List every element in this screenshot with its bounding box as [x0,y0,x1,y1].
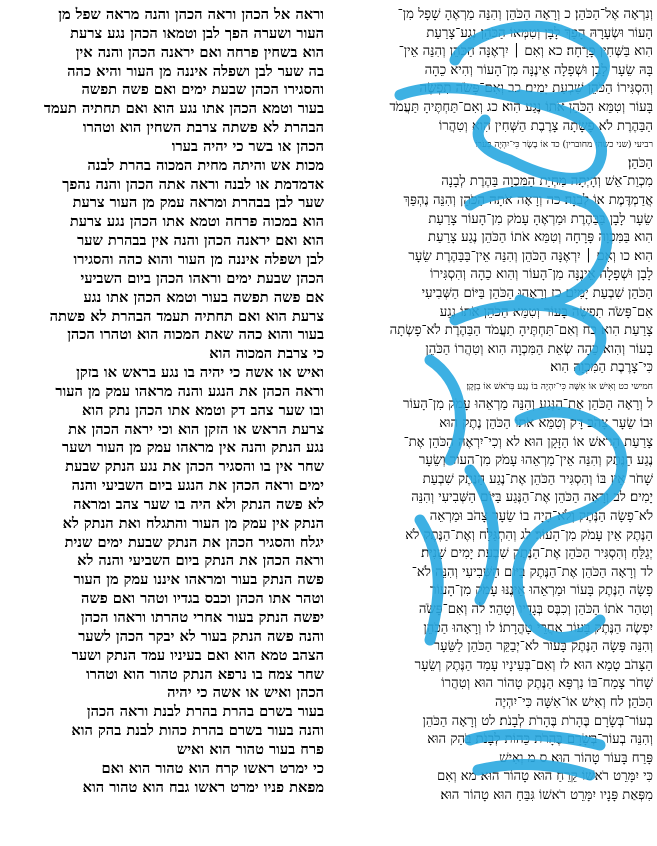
left-text-line: הכהן או בשר כי יהיה בערו [171,137,324,155]
left-text-line: נגע הנתק והנה אין מראהו עמק מן העור ושער [62,439,324,457]
left-text-line: מכות אש והיתה מחית המכוה בהרת לבנה [87,156,324,174]
right-text-line: פָשָׂה הַנֶּתֶק בָּעוֹר וּמַרְאֵהוּ אֵינֶנּוּ עָמֹק מִן־הָעוֹר [430,583,653,599]
right-text-line: בָּהּ שֵׂעָר לָבָן וּשְׁפָלָה אֵינֶנָּה מִן־הָעוֹר וְהִיא כֵהָה [424,62,653,78]
left-text-line: הבהרת לא פשתה צרבת השחין הוא וטהרו [82,119,324,137]
left-text-line: כי ימרט ראשו קרח הוא טהור הוא ואם [101,759,324,777]
right-text-line: ל וְרָאָה הַכֹּהֵן אֶת־הַנֶּגַע וְהִנֵּה מַרְאֵהוּ עָמֹק מִן־הָעוֹר [402,397,653,413]
left-text-line: בעור וטמא הכהן אתו נגע הוא ואם תחתיה תעמד [43,100,324,118]
left-column-unpointed [4,6,324,840]
right-text-line: הַכֹּהֵן׃ לח וְאִישׁ אוֹ־אִשָּׁה כִּי־יִהְיֶה [494,694,653,710]
left-text-line: לבן ושפלה איננה מן העור והוא כהה והסגירו [73,250,324,268]
left-text-line: הצהב טמא הוא ואם בעיניו עמד הנתק ושער [71,646,324,664]
left-text-line: יפשה הנתק בעור אחרי טהרתו וראהו הכהן [80,609,324,626]
left-text-line: שער לבן בבהרת ומראה עמק מן העור צרעת [72,194,324,212]
left-text-line: צרעת הוא ואם תחתיה תעמד הבהרת לא פשתה [49,307,324,325]
left-text-line: פרח בעור טהור הוא ואיש [176,740,324,758]
right-text-line: וְהִסְגִּירוֹ הַכֹּהֵן שִׁבְעַת יָמִים׃ כב וְאִם־פָּשֹׂה תִפְשֶׂה [419,81,653,97]
left-text-line: אדמדמת או לבנה וראה אתה הכהן והנה נהפך [62,175,324,193]
left-text-line: ימים וראה הכהן את הנגע ביום השביעי והנה [71,477,324,495]
right-text-line: הַצָּהֹב טָמֵא הוּא׃ לז וְאִם־בְּעֵינָיו עָמַד הַנֶּתֶק וְשֵׂעָר [414,657,653,673]
right-text-line: שָׁחֹר צָמַח־בּוֹ נִרְפָּא הַנֶּתֶק טָהוֹר הוּא וְטִהֲרוֹ [441,676,653,692]
right-text-line: נֶגַע הַנֶּתֶק וְהִנֵּה אֵין־מַרְאֵהוּ עָמֹק מִן־הָעוֹר וְשֵׂעָר [418,453,653,469]
right-text-line: פָּרַח בָּעוֹר טָהוֹר הוּא׃ ס מ וְאִישׁ [499,750,653,766]
left-text-line: ובו שער צהב דק וטמא אתו הכהן נתק הוא [82,401,324,419]
aliyah-heading: רביעי (שני כשהן מחוברין) כד אוֹ בָשָׂר כִּי־יִהְיֶה בְעֹרוֹ [475,140,653,151]
left-text-line: והנה בעור בשרם בהרת כהות לבנת בהק הוא [71,722,324,740]
left-text-line: הכהן ואיש או אשה כי יהיה [167,684,324,702]
left-text-line: הנתק אין עמק מן העור והתגלח ואת הנתק לא [62,514,324,532]
left-text-line: וראה אל הכהן וראה הכהן והנה מראה שפל מן [58,6,324,23]
right-text-line: הַכֹּהֵן שִׁבְעַת יָמִים׃ כז וְרָאָהוּ הַכֹּהֵן בַּיּוֹם הַשְּׁבִיעִי [421,285,653,301]
right-text-line: הִוא בַּשְּׁחִין פָּרָחָה׃ כא וְאִם ׀ יִרְאֶנָּה הַכֹּהֵן וְהִנֵּה אֵין־ [398,44,653,60]
right-text-line: מִפְּאַת פָּנָיו יִמָּרֵט רֹאשׁוֹ גִּבֵּחַ הוּא טָהוֹר הוּא׃ [440,787,653,803]
right-text-line: אֲדַמְדֶּמֶת אוֹ לְבָנָה׃ כה וְרָאָה אֹתָהּ הַכֹּהֵן וְהִנֵּה נֶהְפַּךְ [403,192,653,208]
left-text-line: ואיש או אשה כי יהיה בו נגע בראש או בזקן [76,364,324,382]
right-text-line: לֹא־פָשָׂה הַנֶּתֶק וְלֹא־הָיָה בוֹ שֵׂעָר צָהֹב וּמַרְאֵה [429,509,653,525]
left-text-line: צרעת הראש או הזקן הוא וכי יראה הכהן את [68,420,324,438]
right-column-pointed [340,6,653,840]
left-text-line: וטהר אתו הכהן וכבס בגדיו וטהר ואם פשה [81,590,324,608]
right-text-line: הַכֹּהֵן׃ [628,155,653,171]
right-text-line: אִם־פָּשֹׂה תִפְשֶׂה בָּעוֹר וְטִמֵּא הַכֹּהֵן אֹתוֹ נֶגַע [439,304,653,320]
left-text-line: הכהן שבעת ימים וראהו הכהן ביום השביעי [80,269,324,287]
left-text-line: וראה הכהן את הנתק ביום השביעי והנה לא [77,552,324,570]
right-text-line: כִּי־צָרֶבֶת הַמִּכְוָה הִוא׃ [550,360,653,376]
left-text-line: והסגירו הכהן שבעת ימים ואם פשה תפשה [81,81,324,99]
left-text-line: אם פשה תפשה בעור וטמא הכהן אתו נגע [83,288,324,306]
left-text-line: בעור בשרם בהרת בהרת לבנת וראה הכהן [86,703,324,721]
left-text-line: העור ושערה הפך לבן וטמאו הכהן נגע צרעת [70,24,324,42]
right-text-line: צָרַעַת הִוא׃ כח וְאִם־תַּחְתֶּיהָ תַעֲמֹד הַבַּהֶרֶת לֹא־פָשְׂתָה [389,323,653,339]
left-text-line: לא פשה הנתק ולא היה בו שער צהב ומראה [73,495,324,513]
left-text-line: יגלח והסגיר הכהן את הנתק שבעת ימים שנית [64,533,324,551]
aliyah-heading: חמישי כט וְאִישׁ אוֹ אִשָּׁה כִּי־יִהְיֶה בוֹ נָגַע בְּרֹאשׁ אוֹ בְזָקָן׃ [466,381,653,392]
right-text-line: וְנִרְאָה אֶל־הַכֹּהֵן׃ כ וְרָאָה הַכֹּהֵן וְהִנֵּה מַרְאֶהָ שָׁפָל מִן־ [397,7,653,22]
right-text-line: בָּעוֹר וְטִמֵּא הַכֹּהֵן אֹתוֹ נֶגַע הִוא׃ כג וְאִם־תַּחְתֶּיהָ תַּעֲמֹד [389,99,653,115]
right-text-line: בָעוֹר וְהִוא כֵהָה שְׂאֵת הַמִּכְוָה הִוא וְטִהֲרוֹ הַכֹּהֵן [425,341,653,357]
right-text-line: מִכְוַת־אֵשׁ וְהָיְתָה מִחְיַת הַמִּכְוָה בַּהֶרֶת לְבָנָה [441,174,653,190]
left-text-line: שחר אין בו והסגיר הכהן את נגע הנתק שבעת [65,458,324,476]
left-text-line: וראה הכהן את הנגע והנה מראהו עמק מן העור [55,382,324,400]
left-text-line: והנה פשה הנתק בעור לא יבקר הכהן לשער [78,627,324,645]
right-text-line: יָמִים׃ לב וְרָאָה הַכֹּהֵן אֶת־הַנֶּגַע בַּיּוֹם הַשְּׁבִיעִי וְהִנֵּה [411,490,653,506]
right-text-line: לד וְרָאָה הַכֹּהֵן אֶת־הַנֶּתֶק בַּיּוֹם הַשְּׁבִיעִי וְהִנֵּה לֹא־ [411,564,653,580]
right-text-line: וְהִנֵּה פָּשָׂה הַנֶּתֶק בָּעוֹר לֹא־יְבַקֵּר הַכֹּהֵן לַשֵּׂעָר [433,639,653,655]
right-text-line: צָרַעַת הָרֹאשׁ אוֹ הַזָּקָן הוּא׃ לא וְכִי־יִרְאֶה הַכֹּהֵן אֶת־ [403,434,653,450]
left-text-line: בה שער לבן ושפלה איננה מן העור והיא כהה [67,62,324,80]
left-text-line: כי צרבת המכוה הוא [209,345,324,363]
right-text-line: וְטִהַר אֹתוֹ הַכֹּהֵן וְכִבֶּס בְּגָדָיו וְטָהֵר׃ לה וְאִם־פָּשֹׂה [418,602,653,617]
right-text-line: שָׁחֹר אֵין בּוֹ וְהִסְגִּיר הַכֹּהֵן אֶת־נֶגַע הַנֶּתֶק שִׁבְעַת [422,471,653,487]
right-text-line: וְהִנֵּה בְעוֹר־בְּשָׂרָם בֶּהָרֹת כֵּהוֹת לְבָנֹת בֹּהַק הוּא [427,732,653,748]
left-text-line: פשה הנתק בעור ומראהו איננו עמק מן העור [73,571,324,589]
right-text-line: כִּי יִמָּרֵט רֹאשׁוֹ קֵרֵחַ הוּא טָהוֹר הוּא׃ מא וְאִם [437,769,653,785]
left-text-line: בעור והוא כהה שאת המכוה הוא וטהרו הכהן [67,326,324,344]
right-text-line: שֵׂעָר לָבָן בַּבַּהֶרֶת וּמַרְאֶהָ עָמֹק מִן־הָעוֹר צָרַעַת [428,211,653,227]
left-text-line: הוא במכוה פרחה וטמא אתו הכהן נגע צרעת [69,213,324,231]
right-text-line: יִפְשֶׂה הַנֶּתֶק בָּעוֹר אַחֲרֵי טָהֳרָתוֹ׃ לו וְרָאָהוּ הַכֹּהֵן [423,620,653,636]
right-text-line: הַבַּהֶרֶת לֹא פָשָׂתָה צָרֶבֶת הַשְּׁחִין הִוא וְטִהֲרוֹ [438,118,653,134]
left-text-line: הוא ואם יראנה הכהן והנה אין בבהרת שער [77,232,324,250]
left-text-line: שחר צמח בו נרפא הנתק טהור הוא וטהרו [86,665,324,683]
left-text-line: מפאת פניו ימרט ראשו גבח הוא טהור הוא [82,778,324,796]
left-text-line: הוא בשחין פרחה ואם יראנה הכהן והנה אין [75,43,324,61]
right-text-line: הַנֶּתֶק אֵין עָמֹק מִן־הָעוֹר׃ לג וְהִתְגַּלָּח וְאֶת־הַנֶּתֶק לֹא [405,527,653,543]
right-text-line: לָבָן וּשְׁפָלָה אֵינֶנָּה מִן־הָעוֹר וְהִוא כֵהָה וְהִסְגִּירוֹ [429,267,653,283]
right-text-line: הִוא׃ כו וְאִם ׀ יִרְאֶנָּה הַכֹּהֵן וְהִנֵּה אֵין־בַּבַּהֶרֶת שֵׂעָר [408,248,653,264]
right-text-line: יְגַלֵּחַ וְהִסְגִּיר הַכֹּהֵן אֶת־הַנֶּתֶק שִׁבְעַת יָמִים שֵׁנִית׃ [421,546,653,562]
right-text-line: הָעוֹר וּשְׂעָרָהּ הָפַךְ לָבָן וְטִמְּאוֹ הַכֹּהֵן נֶגַע־צָרַעַת [426,25,653,41]
right-text-line: וּבוֹ שֵׂעָר צָהֹב דָּק וְטִמֵּא אֹתוֹ הַכֹּהֵן נֶתֶק הוּא [439,416,653,432]
right-text-line: בְעוֹר־בְּשָׂרָם בֶּהָרֹת בֶּהָרֹת לְבָנֹת׃ לט וְרָאָה הַכֹּהֵן [422,713,653,729]
right-text-line: הִוא בַּמִּכְוָה פָּרָחָה וְטִמֵּא אֹתוֹ הַכֹּהֵן נֶגַע צָרַעַת [428,230,653,246]
